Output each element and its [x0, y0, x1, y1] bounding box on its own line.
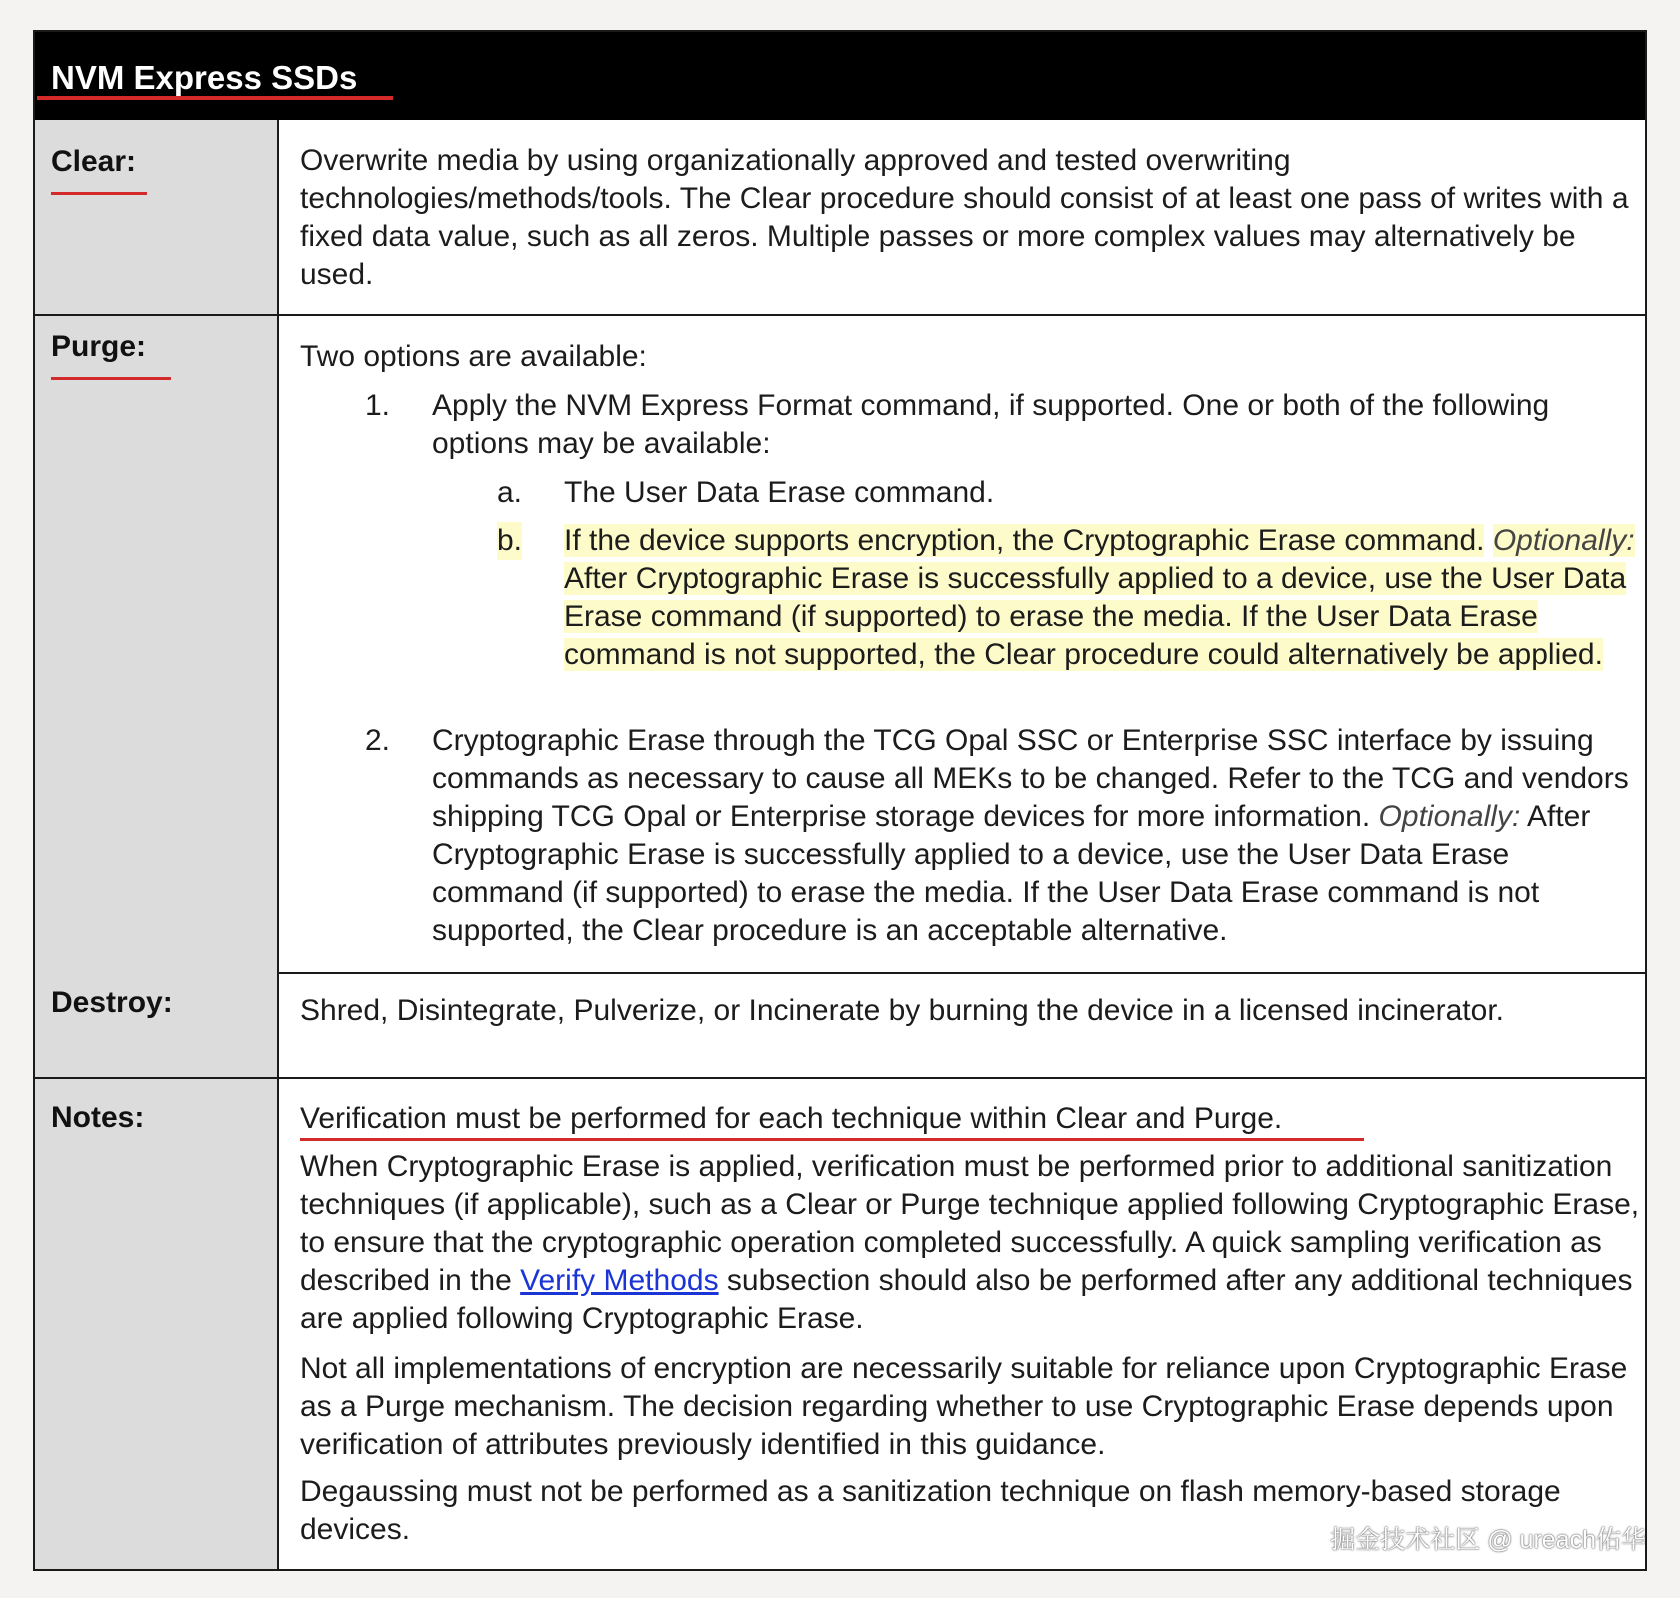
table-header: [35, 32, 1645, 120]
nvme-sanitization-table: [33, 30, 1647, 1571]
notes-p1: Verification must be performed for each technique within Clear and Purge.: [300, 1102, 1283, 1135]
purge-item1a-letter: a.: [497, 476, 523, 509]
purge-item1b-block: [564, 522, 1644, 674]
row-divider-clear-purge: [35, 314, 1645, 316]
verify-methods-link[interactable]: Verify Methods: [520, 1264, 719, 1297]
purge-item1-number: 1.: [365, 389, 391, 422]
notes-p4: Degaussing must not be performed as a sanitization technique on flash memory-based storage devices.: [300, 1475, 1561, 1546]
destroy-text: Shred, Disintegrate, Pulverize, or Incinerate by burning the device in a licensed incinerator.: [300, 994, 1504, 1027]
purge-item1b-optionally: Optionally:: [1492, 524, 1635, 557]
row-label-purge: Purge:: [51, 330, 147, 363]
purge-item1b-text: If the device supports encryption, the Cryptographic Erase command.: [564, 524, 1485, 557]
row-label-clear: Clear:: [51, 145, 137, 178]
purge-item1b-letter: b.: [497, 522, 522, 560]
clear-text: Overwrite media by using organizationally approved and tested overwriting technologies/methods/tools. The Clear procedure should consist of at least one pass of writes with a fixed data value, such as all zeros. Multiple passes or more complex values may alternatively be used.: [300, 144, 1629, 291]
notes-p2-text-before: When Cryptographic Erase is applied, verification must be performed prior to additional sanitization techniques (if applicable), such as a Clear or Purge technique applied following Cryptographic Erase, to ensure that the cryptographic operation completed successfully. A quick sampling verification as described in the: [300, 1150, 1640, 1297]
row-label-destroy: Destroy:: [51, 986, 173, 1019]
purge-item2-block: [432, 722, 1642, 950]
purge-item2-text: Cryptographic Erase through the TCG Opal SSC or Enterprise SSC interface by issuing commands as necessary to cause all MEKs to be changed. Refer to the TCG and vendors shipping TCG Opal or Enterprise storage devices for more information.: [432, 724, 1629, 833]
row-divider-destroy-notes: [35, 1077, 1645, 1079]
clear-red-underline: [51, 192, 147, 195]
purge-item1a-text: The User Data Erase command.: [564, 476, 995, 509]
notes-p2-text-after: subsection should also be performed after any additional techniques are applied following Cryptographic Erase.: [300, 1264, 1633, 1335]
row-label-notes: Notes:: [51, 1101, 145, 1134]
purge-item2-optionally: Optionally:: [1378, 800, 1521, 833]
title-red-underline: [37, 96, 393, 100]
purge-item1b-optional-text: After Cryptographic Erase is successfully applied to a device, use the User Data Erase command (if supported) to erase the media. If the User Data Erase command is not supported, the Clear procedure could alternatively be applied.: [564, 562, 1627, 671]
notes-p2: [300, 1148, 1640, 1338]
table-title: NVM Express SSDs: [51, 59, 358, 96]
purge-item2-optional-text: After Cryptographic Erase is successfully applied to a device, use the User Data Erase command (if supported) to erase the media. If the User Data Erase command is not supported, the Clear procedure is an acceptable alternative.: [432, 800, 1591, 947]
watermark: 掘金技术社区 @ ureach佑华: [1330, 1526, 1646, 1554]
row-divider-purge-destroy: [279, 972, 1645, 974]
purge-item2-number: 2.: [365, 724, 391, 757]
purge-item1-text: Apply the NVM Express Format command, if supported. One or both of the following options may be available:: [432, 389, 1550, 460]
notes-p1-red-underline: [300, 1138, 1364, 1141]
purge-intro: Two options are available:: [300, 340, 647, 373]
purge-red-underline: [51, 377, 171, 380]
notes-p3: Not all implementations of encryption are necessarily suitable for reliance upon Cryptographic Erase as a Purge mechanism. The decision regarding whether to use Cryptographic Erase depends upon verification of attributes previously identified in this guidance.: [300, 1352, 1628, 1461]
